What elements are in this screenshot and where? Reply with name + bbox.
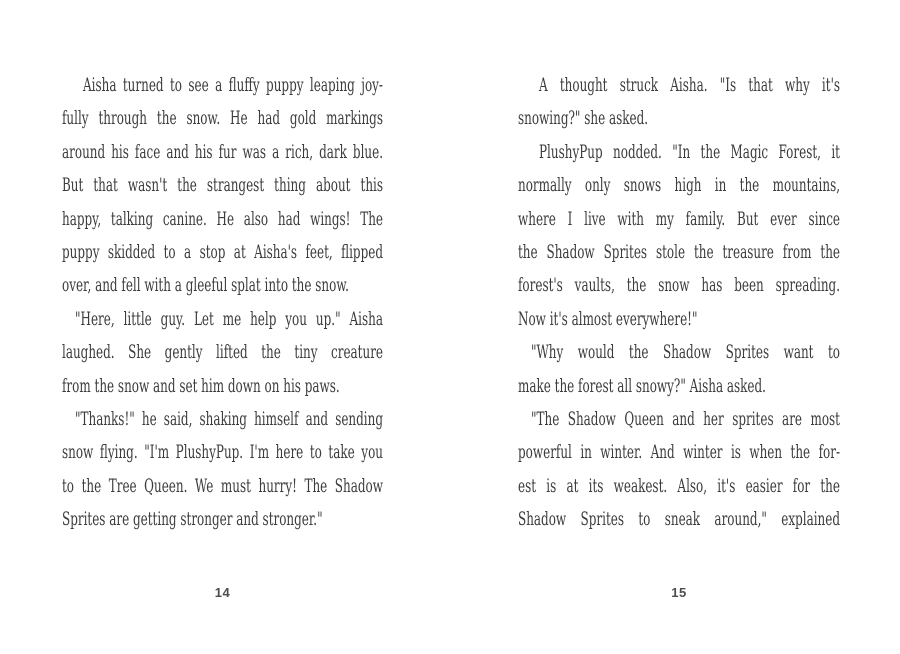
page-number-right: 15 — [671, 585, 687, 600]
text-line: puppy skidded to a stop at Aisha's feet, flipped — [62, 240, 384, 263]
text-line: forest's vaults, the snow has been spreading. — [518, 274, 841, 297]
text-line: Shadow Sprites to sneak around," explained — [518, 508, 841, 531]
text-line: "Why would the Shadow Sprites want to — [531, 341, 841, 364]
text-line: fully through the snow. He had gold markings — [62, 107, 383, 130]
text-line: But that wasn't the strangest thing about this — [62, 174, 384, 197]
text-line: the Shadow Sprites stole the treasure from the — [518, 240, 841, 263]
text-line: Now it's almost everywhere!" — [518, 307, 698, 330]
text-line: over, and fell with a gleeful splat into the snow. — [62, 274, 349, 297]
book-page-right — [518, 0, 840, 654]
text-line: laughed. She gently lifted the tiny creature — [62, 341, 384, 364]
book-page-left — [62, 0, 383, 654]
text-line: powerful in winter. And winter is when the for- — [518, 441, 840, 464]
text-line: to the Tree Queen. We must hurry! The Shadow — [62, 474, 383, 497]
text-line: "Here, little guy. Let me help you up." Aisha — [75, 307, 383, 330]
text-line: est is at its weakest. Also, it's easier for the — [518, 474, 840, 497]
text-line: normally only snows high in the mountains, — [518, 174, 841, 197]
text-line: "Thanks!" he said, shaking himself and sending — [75, 407, 384, 430]
text-line: Sprites are getting stronger and stronger." — [62, 508, 323, 531]
text-line: Aisha turned to see a fluffy puppy leaping joy- — [83, 74, 383, 96]
page-right-text-column — [518, 69, 840, 536]
text-line: where I live with my family. But ever since — [518, 207, 841, 230]
text-line: snow flying. "I'm PlushyPup. I'm here to take you — [62, 441, 383, 464]
text-line: snowing?" she asked. — [518, 107, 649, 130]
text-line: A thought struck Aisha. "Is that why it's — [539, 74, 841, 96]
page-number-left: 14 — [214, 585, 231, 600]
page-left-text-column — [62, 69, 383, 536]
text-line: PlushyPup nodded. "In the Magic Forest, it — [539, 140, 840, 163]
text-line: happy, talking canine. He also had wings! The — [62, 207, 384, 230]
text-line: "The Shadow Queen and her sprites are most — [531, 407, 840, 430]
text-line: around his face and his fur was a rich, dark blue. — [62, 140, 384, 163]
text-line: make the forest all snowy?" Aisha asked. — [518, 374, 766, 397]
text-line: from the snow and set him down on his paws. — [62, 374, 340, 397]
